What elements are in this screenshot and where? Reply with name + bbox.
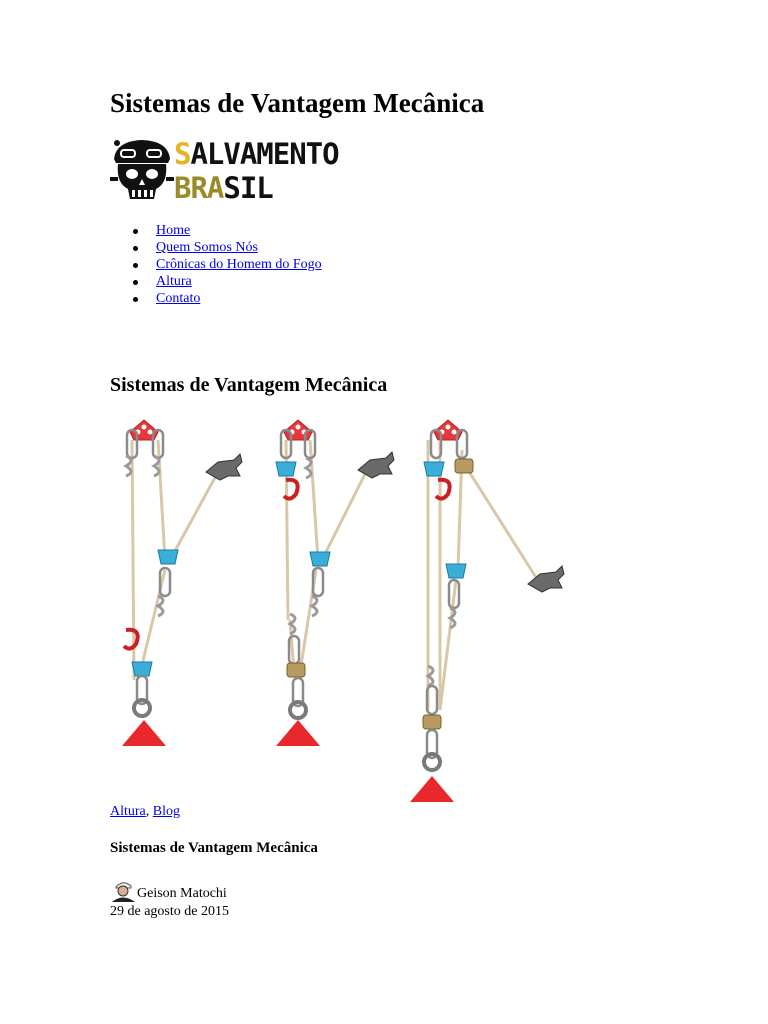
salvamento-brasil-logo[interactable] — [110, 137, 350, 207]
system-1 — [122, 420, 242, 746]
nav-item-contato — [110, 290, 322, 307]
system-2 — [276, 420, 394, 746]
post-title: Sistemas de Vantagem Mecânica — [110, 840, 318, 856]
author-row — [110, 878, 227, 902]
post-categories — [110, 804, 180, 820]
nav-item-altura — [110, 273, 322, 290]
nav-item-cronicas — [110, 256, 322, 273]
post-date: 29 de agosto de 2015 — [110, 904, 229, 919]
nav-item-home — [110, 222, 322, 239]
logo-text-line1: SALVAMENTO — [174, 137, 339, 171]
category-separator: , — [145, 804, 153, 819]
nav-link-quem-somos[interactable]: Quem Somos Nós — [156, 240, 258, 255]
nav-link-home[interactable]: Home — [156, 223, 191, 238]
article-heading: Sistemas de Vantagem Mecânica — [110, 374, 388, 396]
category-link-altura[interactable]: Altura — [110, 804, 146, 819]
main-nav — [110, 222, 322, 307]
nav-item-quem-somos — [110, 239, 322, 256]
mechanical-advantage-diagram — [110, 410, 580, 805]
system-3 — [410, 420, 564, 802]
avatar[interactable] — [110, 878, 137, 902]
logo-text-line2: BRASIL — [174, 171, 273, 205]
author-name[interactable]: Geison Matochi — [137, 886, 227, 901]
page-title: Sistemas de Vantagem Mecânica — [110, 88, 485, 118]
category-link-blog[interactable]: Blog — [152, 804, 180, 819]
nav-link-contato[interactable]: Contato — [156, 291, 201, 306]
nav-link-cronicas[interactable]: Crônicas do Homem do Fogo — [156, 257, 322, 272]
nav-link-altura[interactable]: Altura — [156, 274, 192, 289]
